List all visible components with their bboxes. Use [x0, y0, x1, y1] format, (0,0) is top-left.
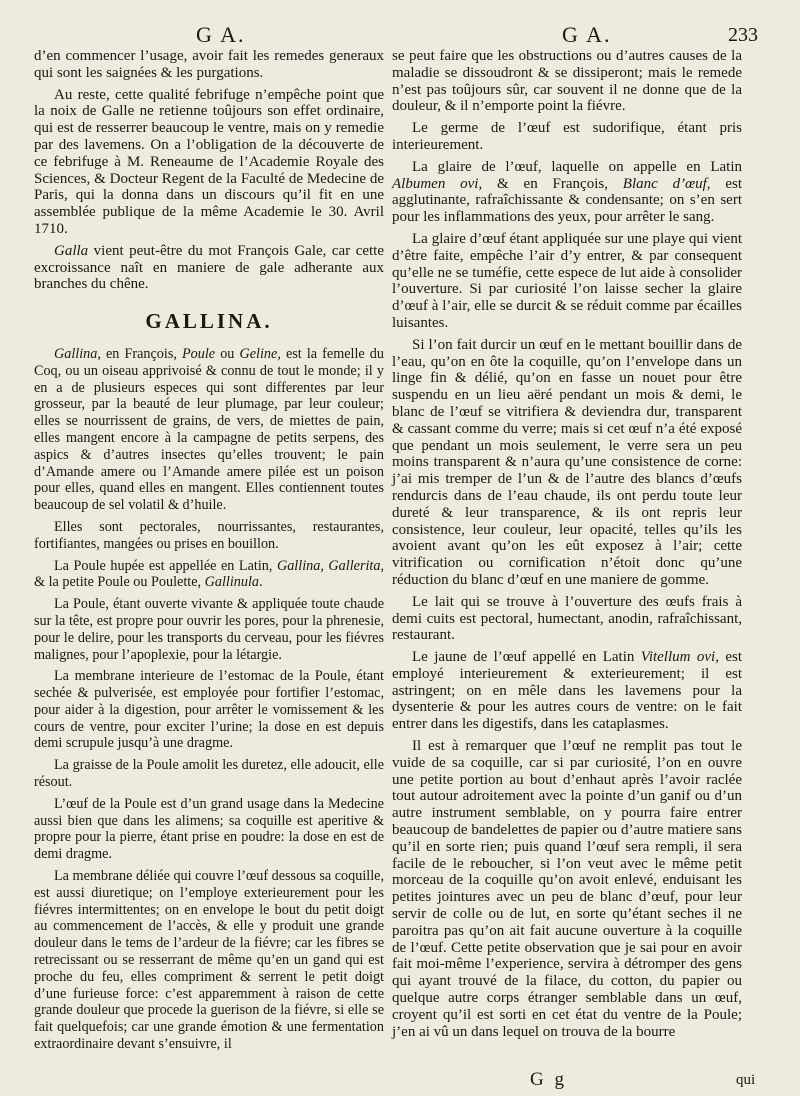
- right-column: [392, 48, 742, 1045]
- paragraph: La Poule, étant ouverte vivante & appliquée toute chaude sur la tête, est propre pour ouvrir les pores, pour la phrenesie, pour le delire, pour les transports du cerveau, pour les fiévres malignes, pour l’apoplexie, pour la létargie.: [34, 596, 384, 663]
- paragraph: Le germe de l’œuf est sudorifique, étant pris interieurement.: [392, 120, 742, 153]
- latin-term: Gallina: [54, 345, 98, 362]
- paragraph: Galla vient peut-être du mot François Gale, car cette excroissance naît en maniere de gale adherante aux branches du chêne.: [34, 242, 384, 293]
- paragraph: d’en commencer l’usage, avoir fait les remedes generaux qui sont les saignées & les purgations.: [34, 48, 384, 81]
- running-head-right: G A.: [562, 22, 612, 47]
- page-number: 233: [728, 24, 758, 46]
- french-term: Geline: [239, 345, 278, 362]
- paragraph: La membrane interieure de l’estomac de la Poule, étant sechée & pulverisée, est employée pour fortifier l’estomac, pour aider à la digestion, pour arrêter le vomissement & les cours de ventre, pour exciter l’urine; la dose en est depuis demi scrupule jusqu’à une dragme.: [34, 668, 384, 752]
- section-title: GALLINA.: [145, 309, 273, 334]
- latin-term: Gallina, Gallerita: [276, 557, 381, 574]
- signature-mark: G g: [530, 1069, 567, 1090]
- paragraph: L’œuf de la Poule est d’un grand usage dans la Medecine aussi bien que dans les alimens; sa coquille est aperitive & propre pour la pierre, étant prise en poudre: la dose en est de demi dragme.: [34, 795, 384, 863]
- paragraph: La graisse de la Poule amolit les duretez, elle adoucit, elle résout.: [34, 757, 384, 791]
- paragraph: Il est à remarquer que l’œuf ne remplit pas tout le vuide de sa coquille, car si par curiosité, l’on en ouvre une petite portion au bout d’enhaut après l’avoir raclée tout autour adroitement avec la pointe d’un ganif ou d’un autre instrument semblable, on y pourra faire entrer beaucoup de bandelettes de papier ou d’autre matiere sans qu’il en sorte rien; puis quand l’œuf sera rempli, il sera facile de le reboucher, si l’on veut avec le même petit morceau de la coquille qu’on avoit enlevé, enduisant les petites jointures avec un peu de blanc d’œuf, pour leur servir de colle ou de lut, en sorte qu’étant seches il ne paroitra pas qu’on ait fait aucune ouverture à la coquille de l’œuf. Cette petite observation que je sai pour en avoir fait moi-même l’experience, servira à détromper des gens qui ayant trouvé de la filace, du cotton, du papier ou quelque autre corps étranger semblable dans un œuf, croyent qu’il est sorti en cet état du ventre de la Poule; j’en ai vû un dans lequel on trouva de la bourre: [392, 738, 742, 1040]
- paragraph: La Poule hupée est appellée en Latin, Gallina, Gallerita, & la petite Poule ou Poulette, Gallinula.: [34, 557, 384, 591]
- latin-term: Vitellum ovi: [640, 649, 716, 666]
- latin-term: Galla: [54, 242, 89, 259]
- paragraph: La glaire d’œuf étant appliquée sur une playe qui vient d’être faite, empêche l’air d’y entrer, & par consequent qu’elle ne se tuméfie, cette espece de lut aide à consolider l’ouverture. Si par curiosité l’on laisse secher la glaire d’œuf à l’air, elle se durcit & se réduit comme par écailles luisantes.: [392, 230, 742, 331]
- latin-term: Gallinula: [204, 574, 260, 591]
- french-term: Poule: [182, 345, 216, 362]
- latin-term: Albumen ovi: [392, 175, 479, 192]
- catchword: qui: [736, 1072, 756, 1088]
- paragraph: La membrane déliée qui couvre l’œuf dessous sa coquille, est aussi diuretique; on l’employe exterieurement pour les fiévres intermittentes; on en envelope le bout du petit doigt au commencement de l’accès, & elle y produit une grande douleur dans le tems de l’ardeur de la fiévre; car les fibres se retrecissant ou se resserrant de même qu’en un gand qui est proche du feu, elles compriment & serrent le petit doigt d’une furieuse force: c’est apparemment à raison de cette grande douleur que procede la guerison de la fiévre, si elle se fait quelquefois; car une grande émotion & une fermentation extraordinaire devant s’ensuivre, il: [34, 868, 384, 1053]
- running-head-left: G A.: [196, 22, 246, 47]
- paragraph: Gallina, en François, Poule ou Geline, est la femelle du Coq, ou un oiseau apprivoisé & connu de tout le monde; il y en a de plusieurs especes qui sont differentes par leur grosseur, par la beauté de leur plumage, par leur couleur; elles se nourrissent de grains, de vers, de miettes de pain, elles mangent encore à la campagne de petits serpens, des aspics & d’autres insectes qu’elles trouvent; le pain d’Amande amere ou l’Amande amere pilée est un poison pour elles, quand elles en mangent. Elles contiennent toutes beaucoup de sel volatil & d’huile.: [34, 345, 384, 514]
- paragraph: Au reste, cette qualité febrifuge n’empêche point que la noix de Galle ne retienne toûjours son effet ordinaire, qui est de resserrer beaucoup le ventre, mais on y remedie par des lavemens. On a l’obligation de la découverte de ce febrifuge à M. Reneaume de l’Academie Royale des Sciences, & Docteur Regent de la Faculté de Medecine de Paris, qui la donna dans un discours qu’il fit en une assemblée publique de la même Academie le 30. Avril 1710.: [34, 86, 384, 237]
- paragraph: Elles sont pectorales, nourrissantes, restaurantes, fortifiantes, mangées ou prises en bouillon.: [34, 518, 384, 552]
- paragraph: se peut faire que les obstructions ou d’autres causes de la maladie se dissoudront & se dissiperont; mais le remede n’est pas toûjours sûr, car souvent il ne donne que de la douleur, & il n’emporte point la fiévre.: [392, 48, 742, 115]
- paragraph: Si l’on fait durcir un œuf en le mettant bouillir dans de l’eau, qu’on en ôte la coquille, qu’on l’envelope dans un linge fin & délié, qu’on en fasse un nouet pour être suspendu en un lieu aëré pendant un mois & demi, le blanc de l’œuf se vitrifiera & deviendra dur, transparent & cassant comme du verre; mais si cet œuf n’a été exposé que pendant un mois seulement, le verre sera un peu moins transparent & n’aura qu’une consistence de corne: j’ai mis tremper de l’un & de l’autre des blancs d’œufs rendurcis dans de l’eau chaude, ils ont perdu toute leur dureté & leur transparence, & ils ont repris leur consistence, leur couleur, leur opacité, telles qu’ils les avoient avant qu’on les eût exposez à l’air; cette vitrification ou cornification n’étoit donc qu’une réduction du blanc d’œuf en une maniere de gomme.: [392, 336, 742, 588]
- left-column: [34, 48, 384, 1058]
- paragraph: Le jaune de l’œuf appellé en Latin Vitellum ovi, est employé interieurement & exterieurement; il est astringent; on en mêle dans les lavemens pour la dysenterie & pour les autres cours de ventre: on le fait entrer dans les digestifs, dans les cataplasmes.: [392, 649, 742, 733]
- paragraph: La glaire de l’œuf, laquelle on appelle en Latin Albumen ovi, & en François, Blanc d’œuf, est agglutinante, rafraîchissante & condensante; on s’en sert pour les inflammations des yeux, pour arrêter le sang.: [392, 158, 743, 226]
- paragraph: Le lait qui se trouve à l’ouverture des œufs frais à demi cuits est pectoral, humectant, anodin, rafraîchissant, restaurant.: [392, 593, 742, 644]
- french-term: Blanc d’œuf: [622, 175, 707, 192]
